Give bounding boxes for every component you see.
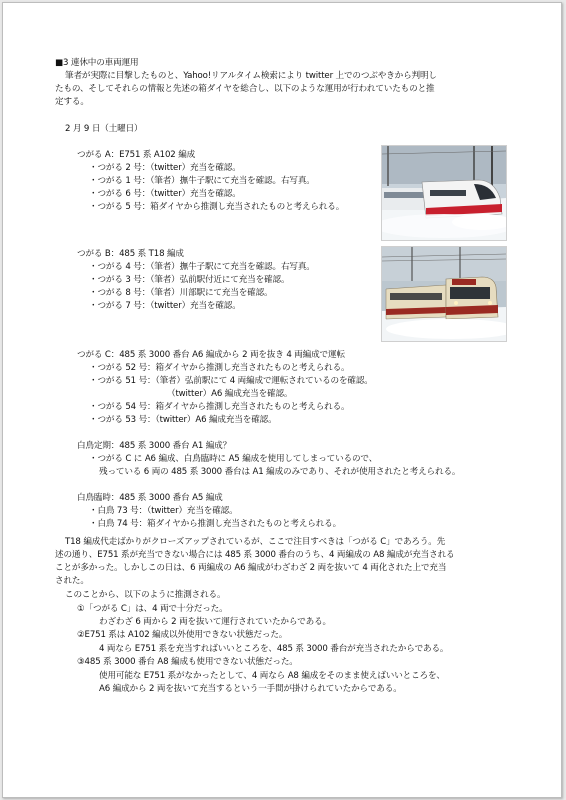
analysis-line: このことから、以下のように推測される。	[65, 590, 226, 600]
shiratori-teiki-item: 残っている 6 両の 485 系 3000 番台は A1 編成のみであり、それが使用されたと考えられる。	[99, 467, 461, 477]
group-c-item: ・つがる 54 号：箱ダイヤから推測し充当されたものと考えられる。	[89, 402, 350, 412]
group-a-item: ・つがる 6 号：（twitter）充当を確認。	[89, 189, 241, 199]
group-b-item: ・つがる 3 号：（筆者）弘前駅付近にて充当を確認。	[89, 275, 290, 285]
inference-body: A6 編成から 2 両を抜いて充当するという一手間が掛けられていたからである。	[99, 684, 402, 694]
group-c-item-continuation: （twitter）A6 編成充当を確認。	[167, 389, 293, 399]
group-c-item: ・つがる 53 号：（twitter）A6 編成充当を確認。	[89, 415, 277, 425]
inference-heading: ③485 系 3000 番台 A8 編成も使用できない状態だった。	[77, 657, 298, 667]
shiratori-rinji-item: ・白鳥 73 号：（twitter）充当を確認。	[89, 506, 238, 516]
shiratori-rinji-title: 白鳥臨時：485 系 3000 番台 A5 編成	[77, 493, 223, 503]
analysis-line: T18 編成代走ばかりがクローズアップされているが、ここで注目すべきは「つがる C」であろう。先	[65, 537, 446, 547]
intro-line: 筆者が実際に目撃したものと、Yahoo!リアルタイム検索により twitter 上でのつぶやきから判明し	[65, 71, 437, 81]
date-heading: 2 月 9 日（土曜日）	[65, 124, 143, 134]
section-heading: ■3 連休中の車両運用	[55, 58, 139, 68]
intro-line: たもの、そしてそれらの情報と先述の箱ダイヤを総合し、以下のような運用が行われていたものと推	[55, 84, 435, 94]
shiratori-teiki-title: 白鳥定期：485 系 3000 番台 A1 編成？	[77, 441, 232, 451]
shiratori-teiki-item: ・つがる C に A6 編成、白鳥臨時に A5 編成を使用してしまっているので、	[89, 454, 378, 464]
group-b-item: ・つがる 8 号：（筆者）川部駅にて充当を確認。	[89, 288, 273, 298]
group-b-item: ・つがる 4 号：（筆者）撫牛子駅にて充当を確認。右写真。	[89, 262, 315, 272]
inference-heading: ①「つがる C」は、4 両で十分だった。	[77, 604, 228, 614]
train-photo-485-t18-icon	[381, 246, 507, 342]
group-b-title: つがる B：485 系 T18 編成	[77, 249, 184, 259]
analysis-line: 述の通り、E751 系が充当できない場合には 485 系 3000 番台のうち、4 両編成の A8 編成が充当される	[55, 550, 455, 560]
group-a-item: ・つがる 1 号：（筆者）撫牛子駅にて充当を確認。右写真。	[89, 176, 315, 186]
group-c-item: ・つがる 51 号：（筆者）弘前駅にて 4 両編成で運転されているのを確認。	[89, 376, 373, 386]
train-photo-e751-icon	[381, 145, 507, 241]
group-c-title: つがる C：485 系 3000 番台 A6 編成から 2 両を抜き 4 両編成で運転	[77, 350, 345, 360]
intro-line: 定する。	[55, 97, 89, 107]
inference-body: わざわざ 6 両から 2 両を抜いて運行されていたからである。	[99, 617, 331, 627]
analysis-line: ことが多かった。しかしこの日は、6 両編成の A6 編成がわざわざ 2 両を抜いて 4 両化された上で充当	[55, 563, 447, 573]
analysis-line: された。	[55, 576, 89, 586]
group-c-item: ・つがる 52 号：箱ダイヤから推測し充当されたものと考えられる。	[89, 363, 350, 373]
inference-body: 4 両なら E751 系を充当すればいいところを、485 系 3000 番台が充当されたからである。	[99, 644, 449, 654]
group-a-item: ・つがる 2 号：（twitter）充当を確認。	[89, 163, 241, 173]
document-page	[2, 2, 562, 798]
inference-heading: ②E751 系は A102 編成以外使用できない状態だった。	[77, 630, 288, 640]
group-a-title: つがる A：E751 系 A102 編成	[77, 150, 196, 160]
group-a-item: ・つがる 5 号：箱ダイヤから推測し充当されたものと考えられる。	[89, 202, 345, 212]
shiratori-rinji-item: ・白鳥 74 号：箱ダイヤから推測し充当されたものと考えられる。	[89, 519, 342, 529]
inference-body: 使用可能な E751 系がなかったとして、4 両なら A8 編成をそのまま使えばいいところを、	[99, 671, 445, 681]
group-b-item: ・つがる 7 号：（twitter）充当を確認。	[89, 301, 241, 311]
